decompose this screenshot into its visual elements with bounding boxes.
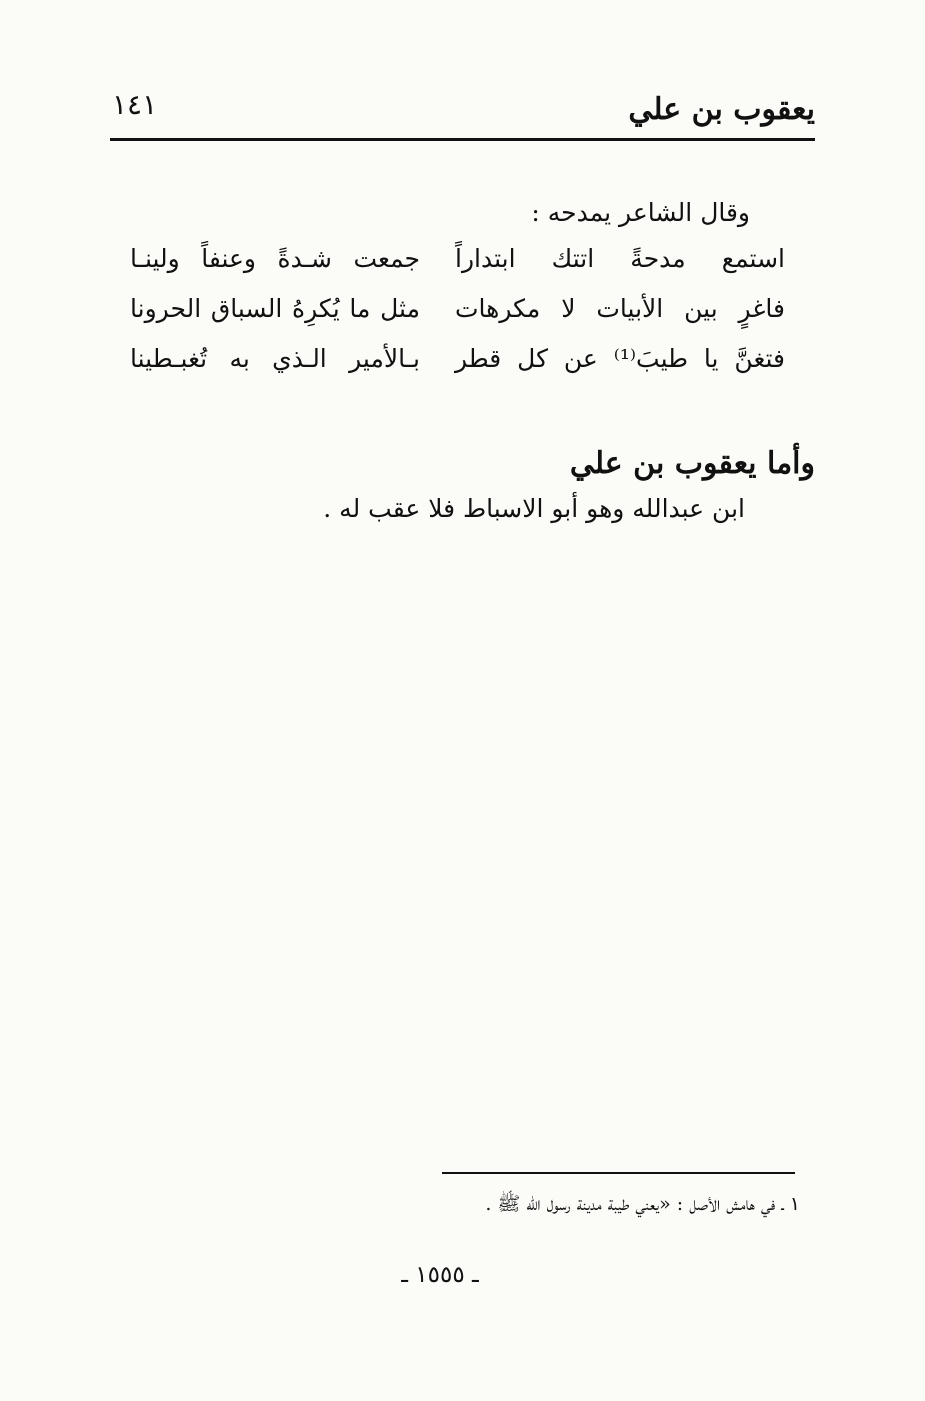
running-header-page-number: ١٤١: [112, 88, 158, 121]
poem-intro: وقال الشاعر يمدحه :: [531, 198, 750, 227]
poem-verse: [130, 244, 785, 288]
verse-first-hemistich: فاغرٍ بين الأبيات لا مكرهات: [455, 294, 785, 323]
header-rule: [110, 138, 815, 141]
poem-verse: [130, 294, 785, 338]
section-heading: وأما يعقوب بن علي: [569, 446, 815, 481]
poem-verse: [130, 344, 785, 388]
section-text: ابن عبدالله وهو أبو الاسباط فلا عقب له .: [323, 494, 745, 523]
running-header-title: يعقوب بن علي: [628, 92, 815, 127]
verse-first-hemistich: استمع مدحةً اتتك ابتداراً: [455, 244, 785, 273]
verse-second-hemistich: جمعت شـدةً وعنفاً ولينـا: [130, 244, 420, 273]
footnote: ١ ـ في هامش الأصل : «يعني طيبة مدينة رسول الله ﷺ .: [485, 1193, 800, 1215]
footnote-rule: [442, 1172, 795, 1174]
verse-second-hemistich: مثل ما يُكرِهُ السباق الحرونا: [130, 294, 420, 323]
verse-second-hemistich: بـالأمير الـذي به تُغبـطينا: [130, 344, 420, 373]
verse-first-hemistich: فتغنَّ يا طيبَ⁽¹⁾ عن كل قطر: [455, 344, 785, 373]
footer-page-number: ـ ١٥٥٥ ـ: [401, 1262, 479, 1288]
